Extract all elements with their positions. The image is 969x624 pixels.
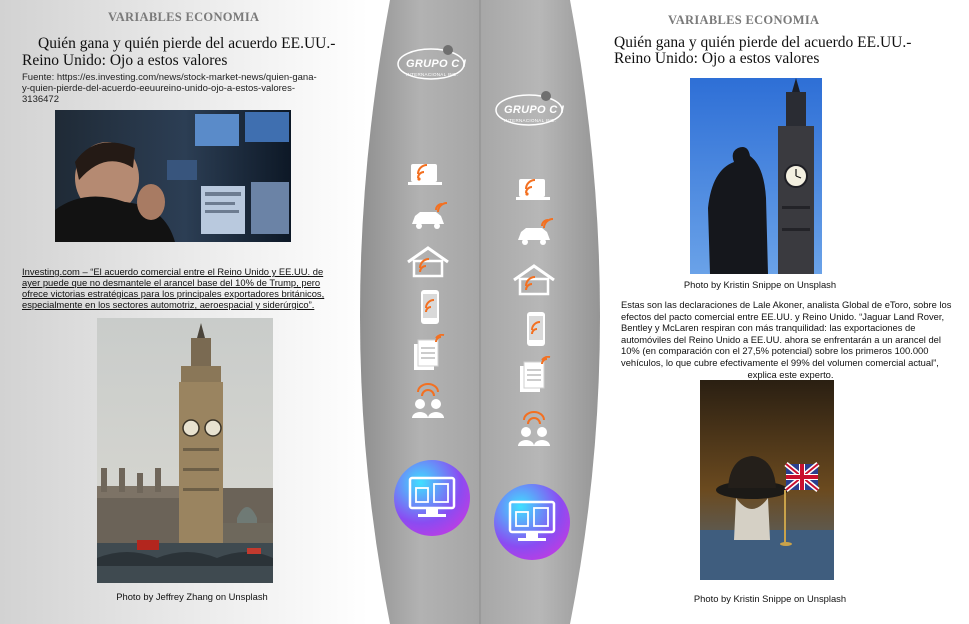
quote-line: especialmente en los sectores automotriz, aeroespacial y siderúrgico”. bbox=[22, 299, 315, 310]
spine-band bbox=[330, 0, 620, 624]
article-title-line1: Quién gana y quién pierde del acuerdo EE.UU.- bbox=[38, 35, 336, 52]
body-line: Bentley y McLaren respiran con más tranquilidad: las exportaciones de bbox=[621, 322, 916, 334]
car-wifi-icon bbox=[410, 200, 450, 237]
quote-line: ayer puede que no desmantele el arancel base del 10% de Trump, pero bbox=[22, 277, 321, 288]
article-title-line2: Reino Unido: Ojo a estos valores bbox=[22, 52, 228, 69]
body-line: vehículos, lo que cubre efectivamente el 99% del volumen comercial actual”, bbox=[621, 356, 939, 368]
phone-wifi-icon bbox=[524, 310, 548, 353]
big-ben-photo bbox=[97, 318, 273, 583]
people-wifi-icon bbox=[408, 382, 448, 423]
logo-text: GRUPO C I bbox=[406, 58, 467, 70]
people-wifi-icon bbox=[514, 410, 554, 451]
house-wifi-icon bbox=[512, 264, 556, 301]
hat-flag-photo bbox=[700, 380, 834, 580]
body-line: 10% (en comparación con el 27,5% potencial) sobre los primeros 100.000 bbox=[621, 345, 929, 357]
trader-photo bbox=[55, 110, 291, 242]
body-line: explica este experto. bbox=[747, 368, 834, 380]
left-page bbox=[0, 0, 360, 624]
source-line: 3136472 bbox=[22, 94, 59, 105]
monitor-shop-icon bbox=[394, 460, 470, 536]
laptop-wifi-icon bbox=[516, 175, 552, 210]
body-paragraph bbox=[621, 299, 960, 380]
quote-line: ofrece victorias estratégicas para los principales exportadores británicos, bbox=[22, 288, 325, 299]
article-title-line1: Quién gana y quién pierde del acuerdo EE.UU.- bbox=[614, 34, 912, 51]
section-header: VARIABLES ECONOMIA bbox=[668, 13, 820, 27]
photo-caption: Photo by Kristin Snippe on Unsplash bbox=[683, 279, 837, 290]
phone-wifi-icon bbox=[418, 288, 442, 331]
quote-line: Investing.com – “El acuerdo comercial entre el Reino Unido y EE.UU. de bbox=[22, 266, 324, 277]
logo-subtitle: INTERNACIONAL INC. bbox=[504, 118, 556, 123]
documents-wifi-icon bbox=[516, 356, 554, 399]
source-line: Fuente: https://es.investing.com/news/stock-market-news/quien-gana- bbox=[22, 72, 317, 83]
documents-wifi-icon bbox=[410, 334, 448, 377]
monitor-shop-icon bbox=[494, 484, 570, 560]
source-line: y-quien-pierde-del-acuerdo-eeuureino-unido-ojo-a-estos-valores- bbox=[22, 83, 296, 94]
photo-caption: Photo by Jeffrey Zhang on Unsplash bbox=[116, 591, 268, 602]
section-header: VARIABLES ECONOMIA bbox=[108, 10, 260, 24]
body-line: automóviles del Reino Unido a EE.UU. ahora se enfrentarán a un arancel del bbox=[621, 333, 941, 345]
churchill-big-ben-photo bbox=[690, 78, 822, 274]
logo-subtitle: INTERNACIONAL INC. bbox=[406, 72, 458, 77]
body-line: Estas son las declaraciones de Lale Akoner, analista Global de eToro, sobre los bbox=[621, 299, 952, 310]
article-title-line2: Reino Unido: Ojo a estos valores bbox=[614, 50, 820, 67]
right-page bbox=[600, 0, 969, 624]
laptop-wifi-icon bbox=[408, 160, 444, 195]
car-wifi-icon bbox=[516, 216, 556, 253]
body-line: efectos del pacto comercial entre EE.UU. y Reino Unido. “Jaguar Land Rover, bbox=[621, 310, 945, 322]
logo-text: GRUPO C I bbox=[504, 104, 565, 116]
photo-caption: Photo by Kristin Snippe on Unsplash bbox=[693, 593, 847, 604]
house-wifi-icon bbox=[406, 246, 450, 283]
